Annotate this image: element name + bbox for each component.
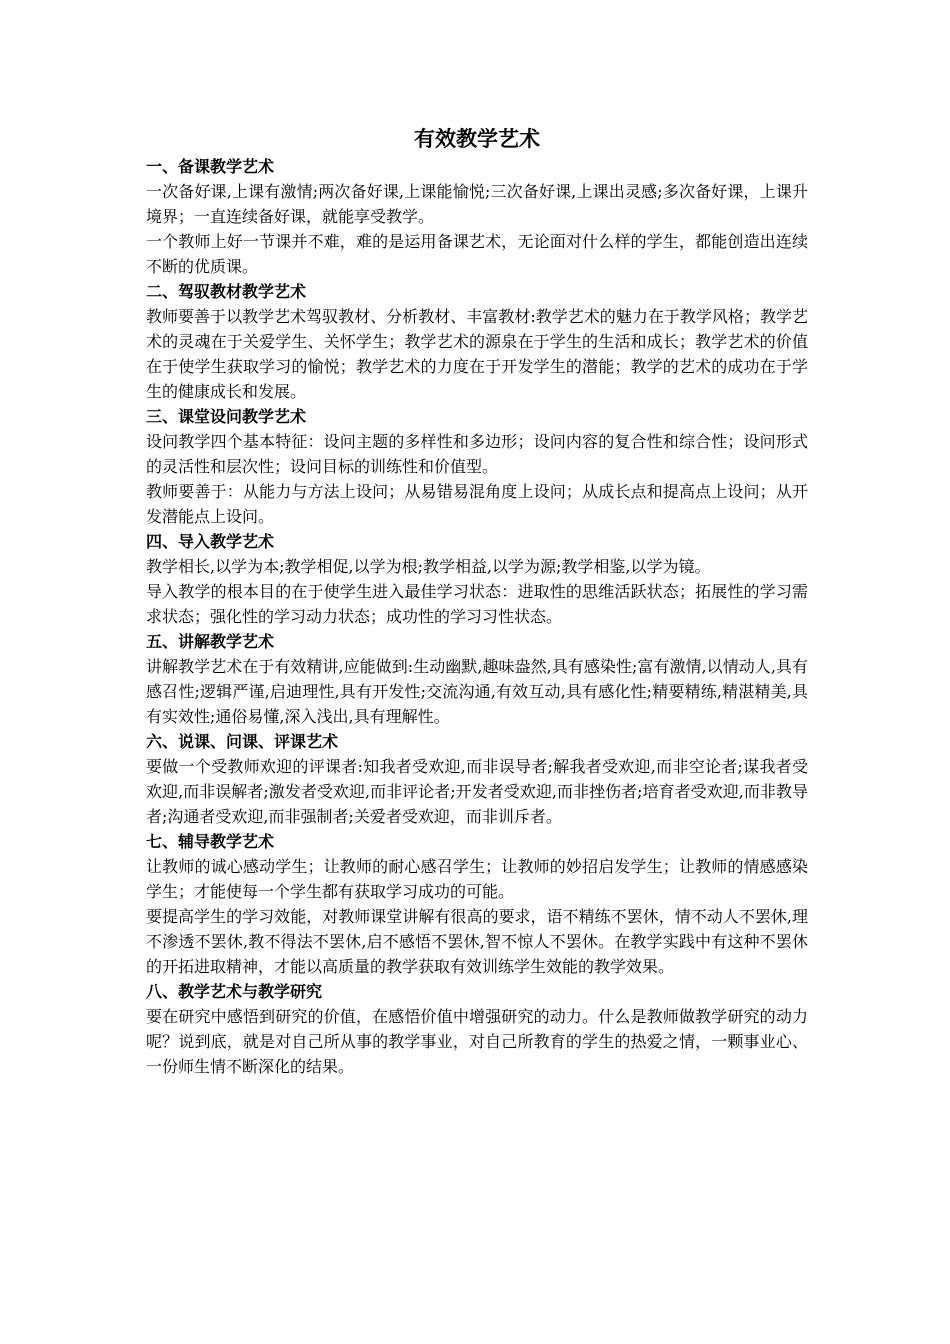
paragraph: 一个教师上好一节课并不难，难的是运用备课艺术，无论面对什么样的学生，都能创造出连续不断的优质课。: [146, 232, 808, 276]
paragraph: 让教师的诚心感动学生；让教师的耐心感召学生；让教师的妙招启发学生；让教师的情感感染学生；才能使每一个学生都有获取学习成功的可能。: [146, 857, 808, 901]
section-heading: 二、驾驭教材教学艺术: [146, 282, 307, 301]
paragraph: 导入教学的根本目的在于使学生进入最佳学习状态：进取性的思维活跃状态；拓展性的学习需求状态；强化性的学习动力状态；成功性的学习习性状态。: [146, 582, 808, 626]
section-heading: 四、导入教学艺术: [146, 532, 275, 551]
section-heading: 七、辅导教学艺术: [146, 832, 275, 851]
section-textbook: [146, 279, 808, 404]
section-heading: 八、教学艺术与教学研究: [146, 982, 323, 1001]
section-heading: 五、讲解教学艺术: [146, 632, 275, 651]
paragraph: 讲解教学艺术在于有效精讲,应能做到:生动幽默,趣味盎然,具有感染性;富有激情,以情动人,具有感召性;逻辑严谨,启迪理性,具有开发性;交流沟通,有效互动,具有感化性;精要精练,精湛精美,具有实效性;通俗易懂,深入浅出,具有理解性。: [146, 657, 808, 726]
section-lesson-prep: [146, 154, 808, 279]
paragraph: 教学相长,以学为本;教学相促,以学为根;教学相益,以学为源;教学相鉴,以学为镜。: [146, 557, 711, 576]
document-title: 有效教学艺术: [414, 127, 540, 151]
paragraph: 教师要善于以教学艺术驾驭教材、分析教材、丰富教材:教学艺术的魅力在于教学风格；教学艺术的灵魂在于关爱学生、关怀学生；教学艺术的源泉在于学生的生活和成长；教学艺术的价值在于使学生获取学习的愉悦；教学艺术的力度在于开发学生的潜能；教学的艺术的成功在于学生的健康成长和发展。: [146, 307, 808, 401]
section-questioning: [146, 404, 808, 529]
section-tutoring: [146, 829, 808, 979]
paragraph: 要提高学生的学习效能，对教师课堂讲解有很高的要求，语不精练不罢休，情不动人不罢休,理不渗透不罢休,教不得法不罢休,启不感悟不罢休,智不惊人不罢休。在教学实践中有这种不罢休的开拓进取精神，才能以高质量的教学获取有效训练学生效能的教学效果。: [146, 907, 808, 976]
document-page: [146, 124, 808, 1079]
paragraph: 要在研究中感悟到研究的价值，在感悟价值中增强研究的动力。什么是教师做教学研究的动力呢？说到底，就是对自己所从事的教学事业，对自己所教育的学生的热爱之情，一颗事业心、一份师生情不断深化的结果。: [146, 1007, 808, 1076]
paragraph: 一次备好课,上课有激情;两次备好课,上课能愉悦;三次备好课,上课出灵感;多次备好课，上课升境界；一直连续备好课，就能享受教学。: [146, 182, 808, 226]
section-research: [146, 979, 808, 1079]
section-heading: 六、说课、问课、评课艺术: [146, 732, 339, 751]
section-introduction: [146, 529, 808, 629]
section-heading: 三、课堂设问教学艺术: [146, 407, 307, 426]
section-lesson-review: [146, 729, 808, 829]
section-explanation: [146, 629, 808, 729]
section-heading: 一、备课教学艺术: [146, 157, 275, 176]
paragraph: 教师要善于：从能力与方法上设问；从易错易混角度上设问；从成长点和提高点上设问；从开发潜能点上设问。: [146, 482, 808, 526]
paragraph: 设问教学四个基本特征：设问主题的多样性和多边形；设问内容的复合性和综合性；设问形式的灵活性和层次性；设问目标的训练性和价值型。: [146, 432, 808, 476]
paragraph: 要做一个受教师欢迎的评课者:知我者受欢迎,而非误导者;解我者受欢迎,而非空论者;谋我者受欢迎,而非误解者;激发者受欢迎,而非评论者;开发者受欢迎,而非挫伤者;培育者受欢迎,而非教导者;沟通者受欢迎,而非强制者;关爱者受欢迎，而非训斥者。: [146, 757, 808, 826]
